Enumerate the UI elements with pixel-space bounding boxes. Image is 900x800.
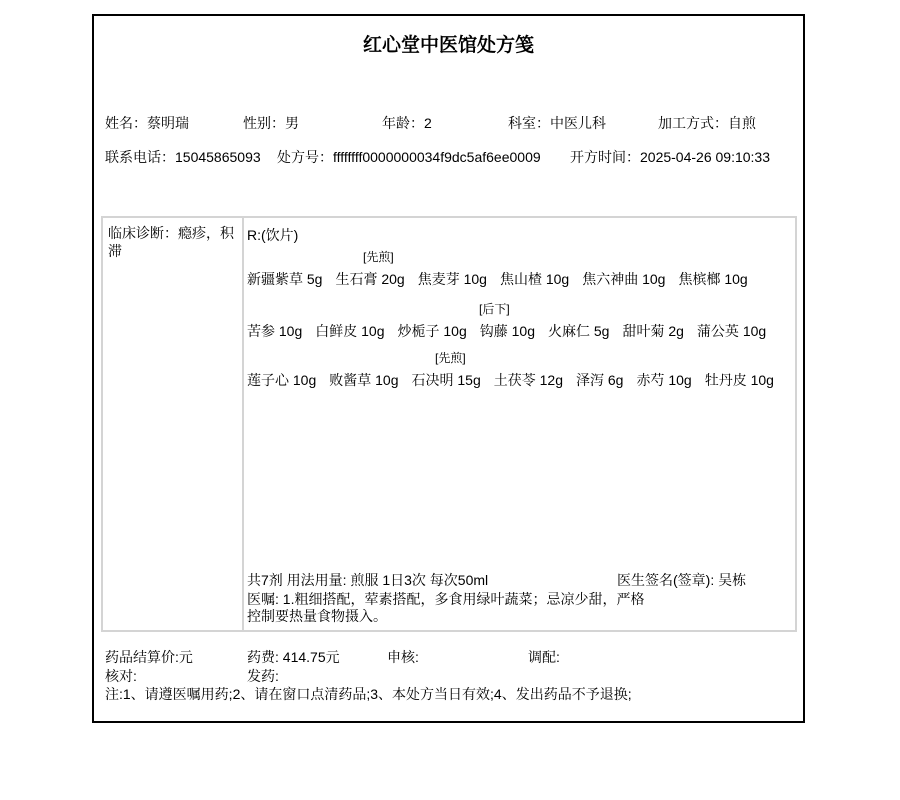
department-value: 中医儿科 xyxy=(550,115,606,131)
processing-method-label: 加工方式： xyxy=(658,115,728,131)
herb-item: 牡丹皮 10g xyxy=(704,372,774,388)
rx-number-value: ffffffff0000000034f9dc5af6ee0009 xyxy=(333,149,541,165)
herb-item: 泽泻 6g xyxy=(576,372,624,388)
phone-field xyxy=(105,149,261,167)
settle-price-label: 药品结算价: xyxy=(105,649,179,665)
herb-item: 炒栀子 10g xyxy=(397,323,467,339)
dosage-usage: 共7剂 用法用量: 煎服 1日3次 每次50ml xyxy=(247,572,489,588)
processing-method-value: 自煎 xyxy=(728,115,756,131)
doctor-signature xyxy=(617,572,746,590)
patient-age-label: 年龄： xyxy=(382,115,424,131)
patient-gender-label: 性别： xyxy=(243,115,285,131)
diagnosis-value: 瘾疹，积滞 xyxy=(108,225,234,259)
patient-name-field xyxy=(105,115,189,133)
fee-field xyxy=(247,649,340,667)
rx-header: R:(饮片) xyxy=(247,227,299,243)
footer-note: 注:1、请遵医嘱用药;2、请在窗口点清药品;3、本处方当日有效;4、发出药品不予退换; xyxy=(105,686,632,702)
diagnosis-label: 临床诊断： xyxy=(108,225,178,241)
herb-item: 苦参 10g xyxy=(247,323,303,339)
herb-item: 莲子心 10g xyxy=(247,372,317,388)
herb-line xyxy=(247,323,766,341)
doctor-signature-label: 医生签名(签章): xyxy=(617,572,719,588)
herb-item: 败酱草 10g xyxy=(329,372,399,388)
department-field xyxy=(508,115,606,133)
review-field: 申核: xyxy=(387,649,419,665)
issue-time-field xyxy=(570,149,770,167)
patient-gender-value: 男 xyxy=(285,115,299,131)
herb-item: 石决明 15g xyxy=(411,372,481,388)
fee-label: 药费: xyxy=(247,649,283,665)
herb-item: 甜叶菊 2g xyxy=(622,323,684,339)
herb-item: 赤芍 10g xyxy=(636,372,692,388)
herb-item: 钩藤 10g xyxy=(479,323,535,339)
herb-item: 新疆紫草 5g xyxy=(247,271,323,287)
patient-name-value: 蔡明瑞 xyxy=(147,115,189,131)
herb-item: 焦麦芽 10g xyxy=(417,271,487,287)
check-field: 核对: xyxy=(105,668,137,684)
patient-gender-field xyxy=(243,115,299,133)
phone-value: 15045865093 xyxy=(175,149,261,165)
herb-item: 蒲公英 10g xyxy=(696,323,767,339)
herb-item: 焦槟榔 10g xyxy=(678,271,748,287)
herb-item: 焦山楂 10g xyxy=(499,271,570,287)
rx-number-field xyxy=(277,149,541,167)
herb-item: 生石膏 20g xyxy=(335,271,405,287)
phone-label: 联系电话： xyxy=(105,149,175,165)
decoction-tag: [先煎] xyxy=(435,351,466,365)
fee-value: 414.75元 xyxy=(282,649,340,665)
medical-advice-line2: 控制要热量食物摄入。 xyxy=(247,608,387,624)
patient-age-value: 2 xyxy=(424,115,432,131)
herb-line xyxy=(247,372,774,390)
medical-advice-line1: 医嘱: 1.粗细搭配，荤素搭配，多食用绿叶蔬菜；忌凉少甜，严格 xyxy=(247,591,645,607)
herb-item: 焦六神曲 10g xyxy=(582,271,666,287)
decoction-tag: [先煎] xyxy=(363,250,394,264)
department-label: 科室： xyxy=(508,115,550,131)
herb-item: 土茯苓 12g xyxy=(493,372,563,388)
processing-method-field xyxy=(658,115,756,133)
settle-price-value: 元 xyxy=(178,649,193,665)
diagnosis-divider xyxy=(242,218,244,630)
herb-item: 火麻仁 5g xyxy=(548,323,610,339)
issue-time-value: 2025-04-26 09:10:33 xyxy=(640,149,770,165)
herb-item: 白鲜皮 10g xyxy=(315,323,385,339)
dispense-field: 调配: xyxy=(528,649,560,665)
issue-field: 发药: xyxy=(247,668,279,684)
herb-line xyxy=(247,271,748,289)
rx-number-label: 处方号： xyxy=(277,149,333,165)
doctor-signature-value: 吴栋 xyxy=(718,572,747,588)
page-title: 红心堂中医馆处方笺 xyxy=(362,35,534,56)
decoction-tag: [后下] xyxy=(479,302,510,316)
issue-time-label: 开方时间： xyxy=(570,149,640,165)
patient-age-field xyxy=(382,115,432,133)
clinical-diagnosis xyxy=(108,224,236,260)
patient-name-label: 姓名： xyxy=(105,115,147,131)
settle-price-field xyxy=(105,649,193,667)
